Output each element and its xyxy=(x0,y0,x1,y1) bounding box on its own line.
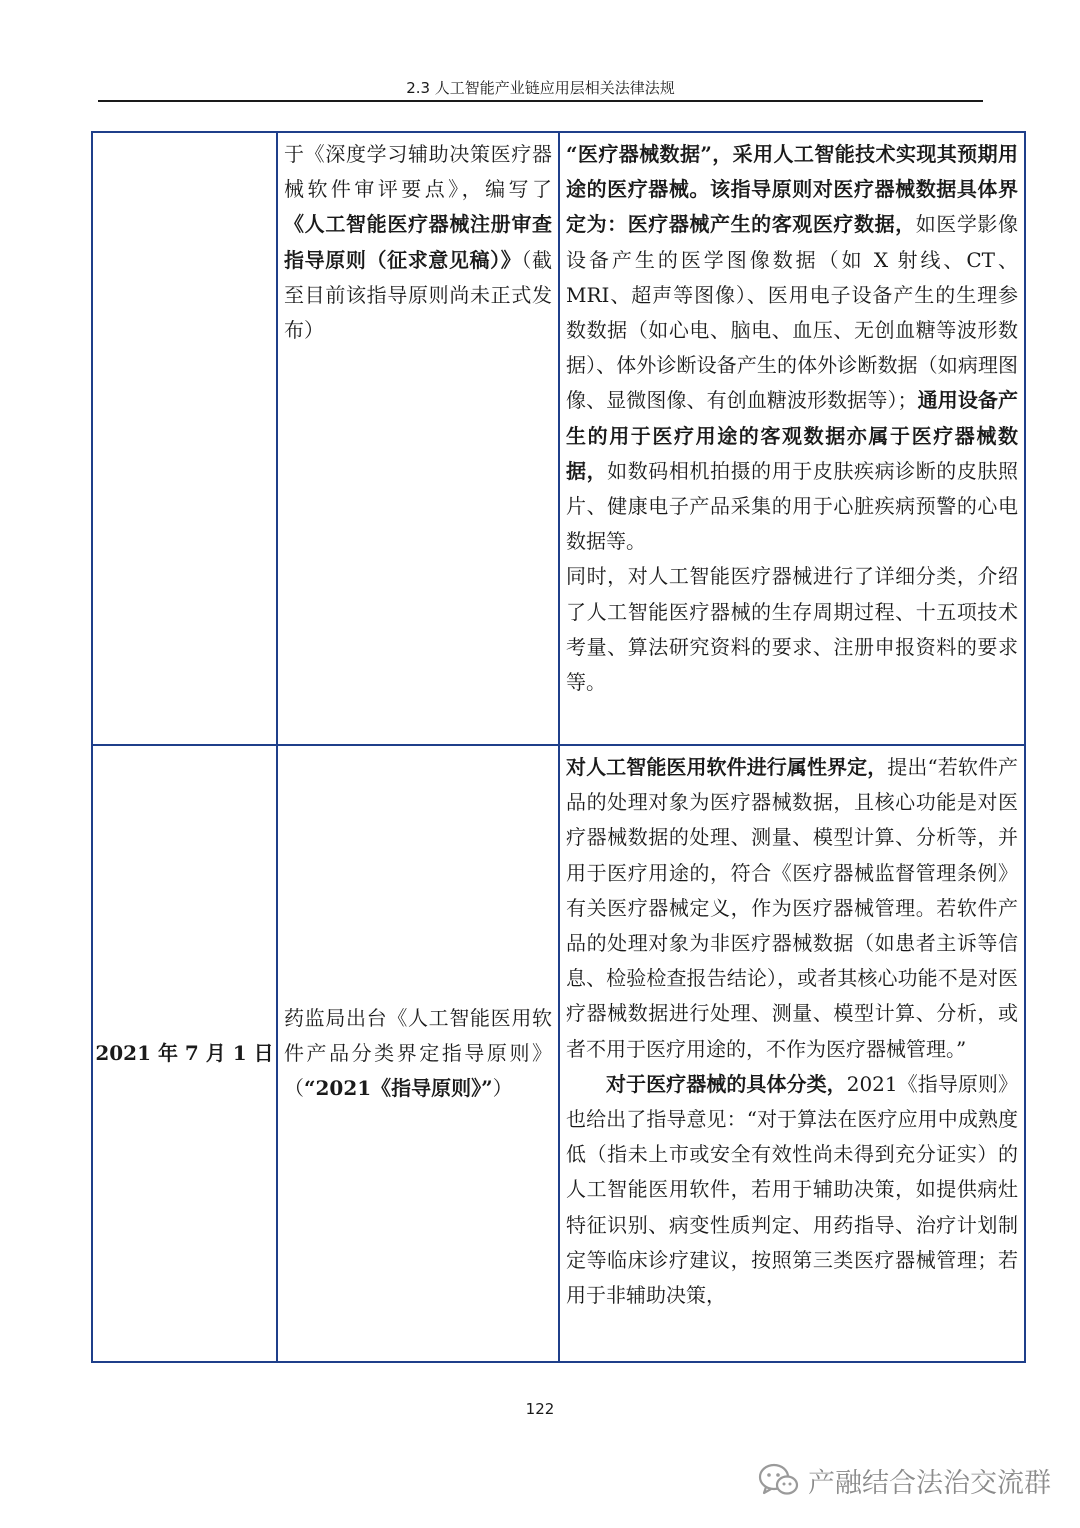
document-cell xyxy=(277,745,559,1362)
document-text: 于《深度学习辅助决策医疗器械软件审评要点》，编写了《人工智能医疗器械注册审查指导原则（征求意见稿）》（截至目前该指导原则尚未正式发布） xyxy=(284,142,553,343)
document-text: 药监局出台《人工智能医用软件产品分类界定指导原则》（“2021《指导原则》”） xyxy=(284,1005,552,1101)
header-rule xyxy=(98,100,983,102)
date-cell xyxy=(92,132,277,745)
content-paragraph: 同时，对人工智能医疗器械进行了详细分类，介绍了人工智能医疗器械的生存周期过程、十五项技术考量、算法研究资料的要求、注册申报资料的要求等。 xyxy=(566,564,1018,695)
content-paragraph: 对人工智能医用软件进行属性界定，提出“若软件产品的处理对象为医疗器械数据，且核心功能是对医疗器械数据的处理、测量、模型计算、分析等，并用于医疗用途的，符合《医疗器械监督管理条例》有关医疗器械定义，作为医疗器械管理。若软件产品的处理对象为非医疗器械数据（如患者主诉等信息、检验检查报告结论），或者其核心功能不是对医疗器械数据进行处理、测量、模型计算、分析，或者不用于医疗用途的，不作为医疗器械管理。” xyxy=(566,755,1019,1061)
table-row xyxy=(92,745,1025,1362)
content-paragraph: “医疗器械数据”，采用人工智能技术实现其预期用途的医疗器械。该指导原则对医疗器械数据具体界定为：医疗器械产生的客观医疗数据，如医学影像设备产生的医学图像数据（如 X 射线、CT、MRI、超声等图像）、医用电子设备产生的生理参数数据（如心电、脑电、血压、无创血糖等波形数据）、体外诊断设备产生的体外诊断数据（如病理图像、显微图像、有创血糖波形数据等）；通用设备产生的用于医疗用途的客观数据亦属于医疗器械数据，如数码相机拍摄的用于皮肤疾病诊断的皮肤照片、健康电子产品采集的用于心脏疾病预警的心电数据等。 xyxy=(566,142,1019,554)
date-cell: 2021 年 7 月 1 日 xyxy=(92,745,277,1362)
table-row xyxy=(92,132,1025,745)
content-paragraph: 对于医疗器械的具体分类，2021《指导原则》也给出了指导意见：“对于算法在医疗应用中成熟度低（指未上市或安全有效性尚未得到充分证实）的人工智能医用软件，若用于辅助决策，如提供病灶特征识别、病变性质判定、用药指导、治疗计划制定等临床诊疗建议，按照第三类医疗器械管理；若用于非辅助决策， xyxy=(566,1071,1018,1308)
regulation-table xyxy=(91,131,1026,1363)
page-number: 122 xyxy=(525,1400,555,1418)
watermark-text: 产融结合法治交流群 xyxy=(808,1467,1051,1499)
running-header: 2.3 人工智能产业链应用层相关法律法规 xyxy=(406,79,675,97)
document-cell xyxy=(277,132,559,745)
content-cell xyxy=(559,745,1025,1362)
wechat-icon xyxy=(756,1460,800,1500)
content-cell xyxy=(559,132,1025,745)
watermark xyxy=(756,1458,1051,1502)
